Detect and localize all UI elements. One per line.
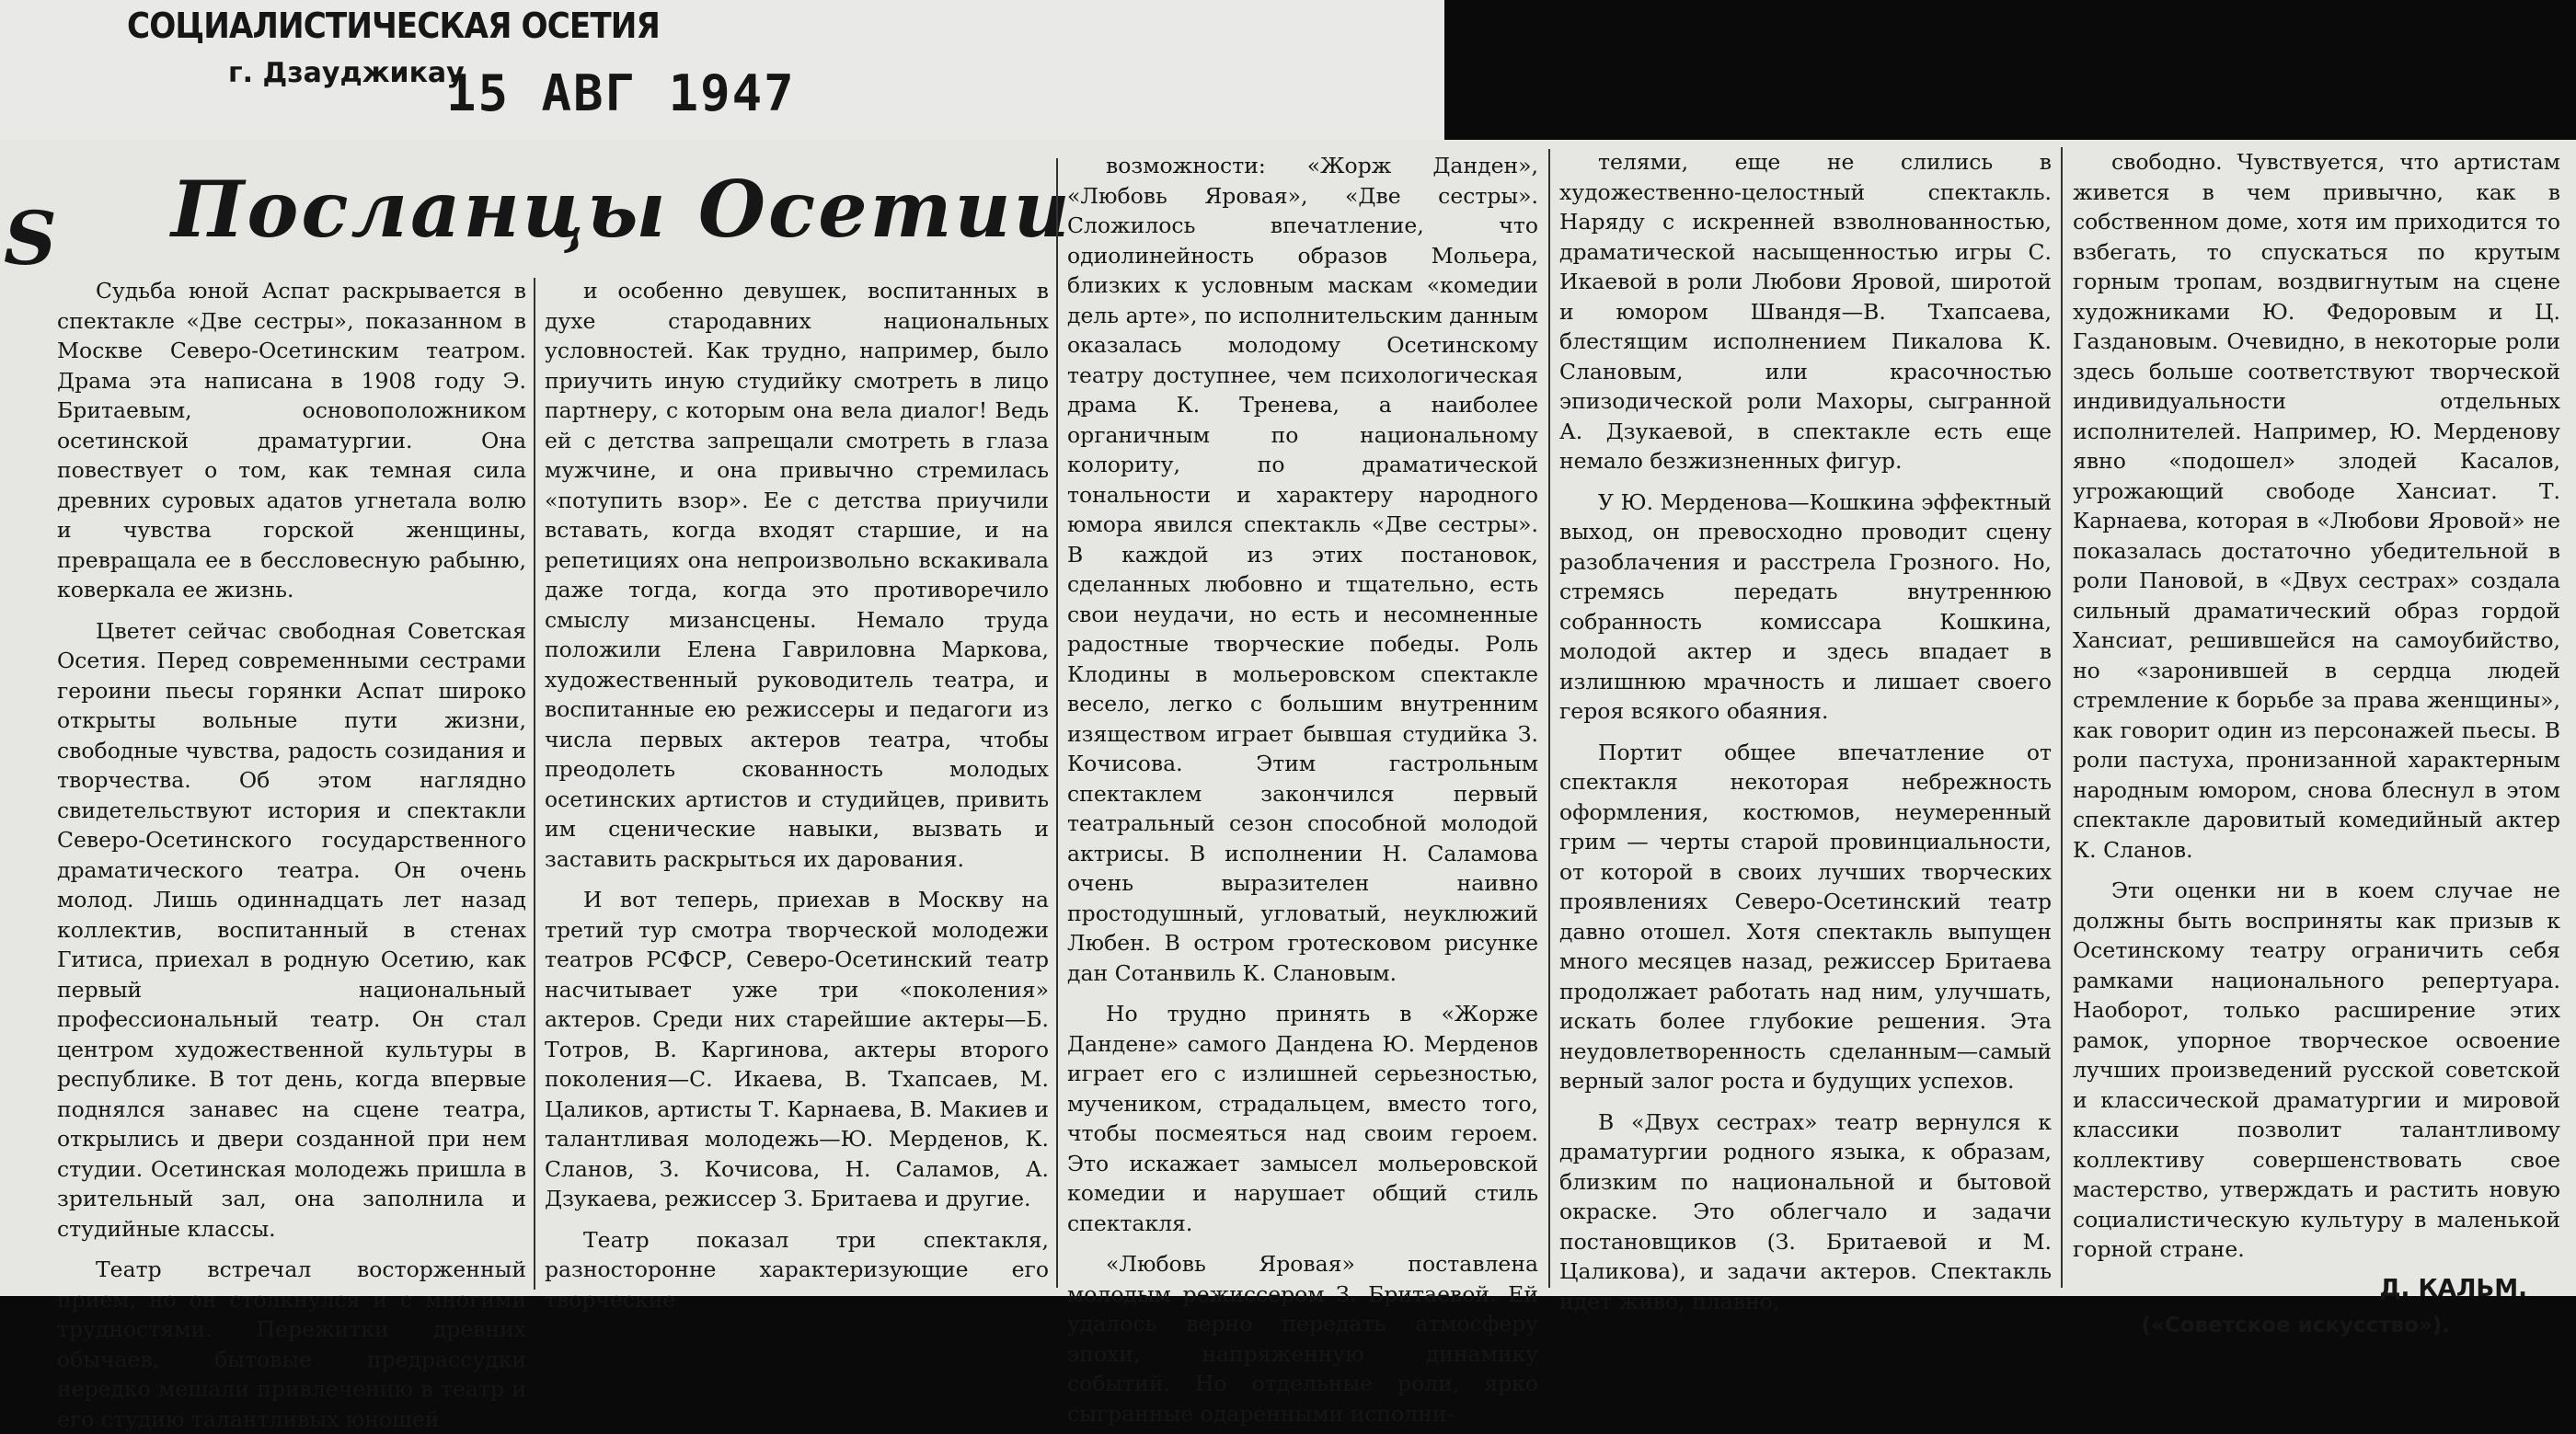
date-stamp: 15 АВГ 1947 (446, 64, 796, 122)
column-rule (2061, 147, 2063, 1288)
article-column-1 (57, 276, 526, 1432)
column-1-paragraph-2: Цветет сейчас свободная Советская Осетия. Перед современными сестрами героини пьесы горянки Аспат широко открыты вольные пути жизни, свободные чувства, радость созидания и творчества. Об этом наглядно свидетельствуют история и спектакли Северо-Осетинского государственного драматического театра. Он очень молод. Лишь одиннадцать лет назад коллектив, воспитанный в стенах Гитиса, приехал в родную Осетию, как первый национальный профессиональный театр. Он стал центром художественной культуры в республике. В тот день, когда впервые поднялся занавес на сцене театра, открылись и двери созданной при нем студии. Осетинская молодежь пришла в зрительный зал, она заполнила и студийные классы. (57, 617, 526, 1242)
column-5-paragraph-2: Эти оценки ни в коем случае не должны быть восприняты как призыв к Осетинскому театру ограничить себя рамками национального репертуара. Наоборот, только расширение этих рамок, упорное творческое освоение лучших произведений русской советской и классической драматургии и мировой классики позволит талантливому коллективу совершенствовать свое мастерство, утверждать и растить новую социалистическую культуру в маленькой горной стране. (2073, 878, 2560, 1262)
column-1-paragraph-1: Судьба юной Аспат раскрывается в спектакле «Две сестры», показанном в Москве Северо-Осетинским театром. Драма эта написана в 1908 году Э. Бритаевым, основоположником осетинской драматургии. Она повествует о том, как темная сила древних суровых адатов угнетала волю и чувства горской женщины, превращала ее в бессловесную рабыню, коверкала ее жизнь. (57, 278, 526, 602)
column-4-paragraph-3: Портит общее впечатление от спектакля некоторая небрежность оформления, костюмов, неумеренный грим — черты старой провинциальности, от которой в своих лучших творческих проявлениях Северо-Осетинский театр давно отошел. Хотя спектакль выпущен много месяцев назад, режиссер Бритаева продолжает работать над ним, улучшать, искать более глубокие решения. Эта неудовлетворенность сделанным—самый верный залог роста и будущих успехов. (1559, 739, 2052, 1094)
clipping-label (0, 0, 1444, 140)
publication-city: г. Дзауджикау (228, 57, 465, 89)
column-3-paragraph-3: «Любовь Яровая» поставлена молодым режиссером З. Бритаевой. Ей удалось верно передать атмосферу эпохи, напряженную динамику событий. Но отдельные роли, ярко сыгранные одаренными исполни- (1067, 1251, 1538, 1427)
column-1-paragraph-3: Театр встречал восторженный прием, но он столкнулся и с многими трудностями. Пережитки древних обычаев, бытовые предрассудки нередко мешали привлечению в театр и его студию талантливых юношей (57, 1256, 526, 1432)
author-signature: Д. КАЛЬМ. (2379, 1274, 2527, 1302)
article-column-4 (1559, 147, 2052, 1314)
column-rule (534, 278, 535, 1290)
article-title: Посланцы Осетии (171, 164, 1073, 255)
column-rule (1548, 149, 1550, 1288)
column-4-paragraph-2: У Ю. Мерденова—Кошкина эффектный выход, он превосходно проводит сцену разоблачения и расстрела Грозного. Но, стремясь передать внутреннюю собранность комиссара Кошкина, молодой актер и здесь впадает в излишнюю мрачность и лишает своего героя всякого обаяния. (1559, 488, 2052, 724)
column-3-paragraph-1: возможности: «Жорж Данден», «Любовь Яровая», «Две сестры». Сложилось впечатление, что одиолинейность образов Мольера, близких к условным маскам «комедии дель арте», по исполнительским данным оказалась молодому Осетинскому театру доступнее, чем психологическая драма К. Тренева, а наиболее органичным по национальному колориту, по драматической тональности и характеру народного юмора явился спектакль «Две сестры». В каждой из этих постановок, сделанных любовно и тщательно, есть свои неудачи, но есть и несомненные радостные творческие победы. Роль Клодины в мольеровском спектакле весело, легко с большим внутренним изяществом играет бывшая студийка З. Кочисова. Этим гастрольным спектаклем закончился первый театральный сезон способной молодой актрисы. В исполнении Н. Саламова очень выразителен наивно простодушный, угловатый, неуклюжий Любен. В остром гротесковом рисунке дан Сотанвиль К. Слановым. (1067, 153, 1538, 986)
margin-mark: S (4, 195, 57, 281)
column-2-paragraph-2: И вот теперь, приехав в Москву на третий тур смотра творческой молодежи театров РСФСР, Северо-Осетинский театр насчитывает уже три «поколения» актеров. Среди них старейшие актеры—Б. Тотров, В. Каргинова, актеры второго поколения—С. Икаева, В. Тхапсаев, М. Цаликов, артисты Т. Карнаева, В. Макиев и талантливая молодежь—Ю. Мерденов, К. Сланов, З. Кочисова, Н. Саламов, А. Дзукаева, режиссер З. Бритаева и другие. (545, 887, 1049, 1211)
column-4-paragraph-4: В «Двух сестрах» театр вернулся к драматургии родного языка, к образам, близким по национальной и бытовой окраске. Это облегчало и задачи постановщиков (З. Бритаевой и М. Цаликова), и задачи актеров. Спектакль идет живо, плавно, (1559, 1108, 2052, 1314)
column-4-paragraph-1: телями, еще не слились в художественно-целостный спектакль. Наряду с искренней взволнованностью, драматической насыщенностью игры С. Икаевой в роли Любови Яровой, широтой и юмором Швандя—В. Тхапсаева, блестящим исполнением Пикалова К. Слановым, или красочностью эпизодической роли Махоры, сыгранной А. Дзукаевой, в спектакле есть еще немало безжизненных фигур. (1559, 149, 2052, 474)
source-credit: («Советское искусство»). (2141, 1314, 2450, 1337)
column-rule (1056, 158, 1058, 1288)
column-5-paragraph-1: свободно. Чувствуется, что артистам живется в чем привычно, как в собственном доме, хотя им приходится то взбегать, то спускаться по крутым горным тропам, воздвигнутым на сцене художниками Ю. Федоровым и Ц. Газдановым. Очевидно, в некоторые роли здесь больше соответствуют творческой индивидуальности отдельных исполнителей. Например, Ю. Мерденову явно «подошел» злодей Касалов, угрожающий свободе Хансиат. Т. Карнаева, которая в «Любови Яровой» не показалась достаточно убедительной в роли Пановой, в «Двух сестрах» создала сильный драматический образ гордой Хансиат, решившейся на самоубийство, но «заронившей в сердца людей стремление к борьбе за права женщины», как говорит один из персонажей пьесы. В роли пастуха, пронизанной характерным народным юмором, снова блеснул в этом спектакле даровитый комедийный актер К. Сланов. (2073, 149, 2560, 863)
column-2-paragraph-1: и особенно девушек, воспитанных в духе стародавних национальных условностей. Как трудно, например, было приучить иную студийку смотреть в лицо партнеру, с которым она вела диалог! Ведь ей с детства запрещали смотреть в глаза мужчине, и она привычно стремилась «потупить взор». Ее с детства приучили вставать, когда входят старшие, и на репетициях она непроизвольно вскакивала даже тогда, когда это противоречило смыслу мизансцены. Немало труда положили Елена Гавриловна Маркова, художественный руководитель театра, и воспитанные ею режиссеры и педагоги из числа первых актеров театра, чтобы преодолеть скованность молодых осетинских артистов и студийцев, привить им сценические навыки, вызвать и заставить раскрыться их дарования. (545, 278, 1049, 872)
column-3-paragraph-2: Но трудно принять в «Жорже Дандене» самого Дандена Ю. Мерденов играет его с излишней серьезностью, мучеником, страдальцем, вместо того, чтобы посмеяться над своим героем. Это искажает замысел мольеровской комедии и нарушает общий стиль спектакля. (1067, 1001, 1538, 1236)
article-column-2 (545, 276, 1049, 1313)
newspaper-name: СОЦИАЛИСТИЧЕСКАЯ ОСЕТИЯ (127, 6, 660, 46)
newspaper-clipping (0, 140, 2576, 1432)
article-column-3 (1067, 151, 1538, 1427)
column-2-paragraph-3: Театр показал три спектакля, разностороннe характеризующие его творческие (545, 1226, 1049, 1313)
article-column-5 (2073, 147, 2560, 1337)
